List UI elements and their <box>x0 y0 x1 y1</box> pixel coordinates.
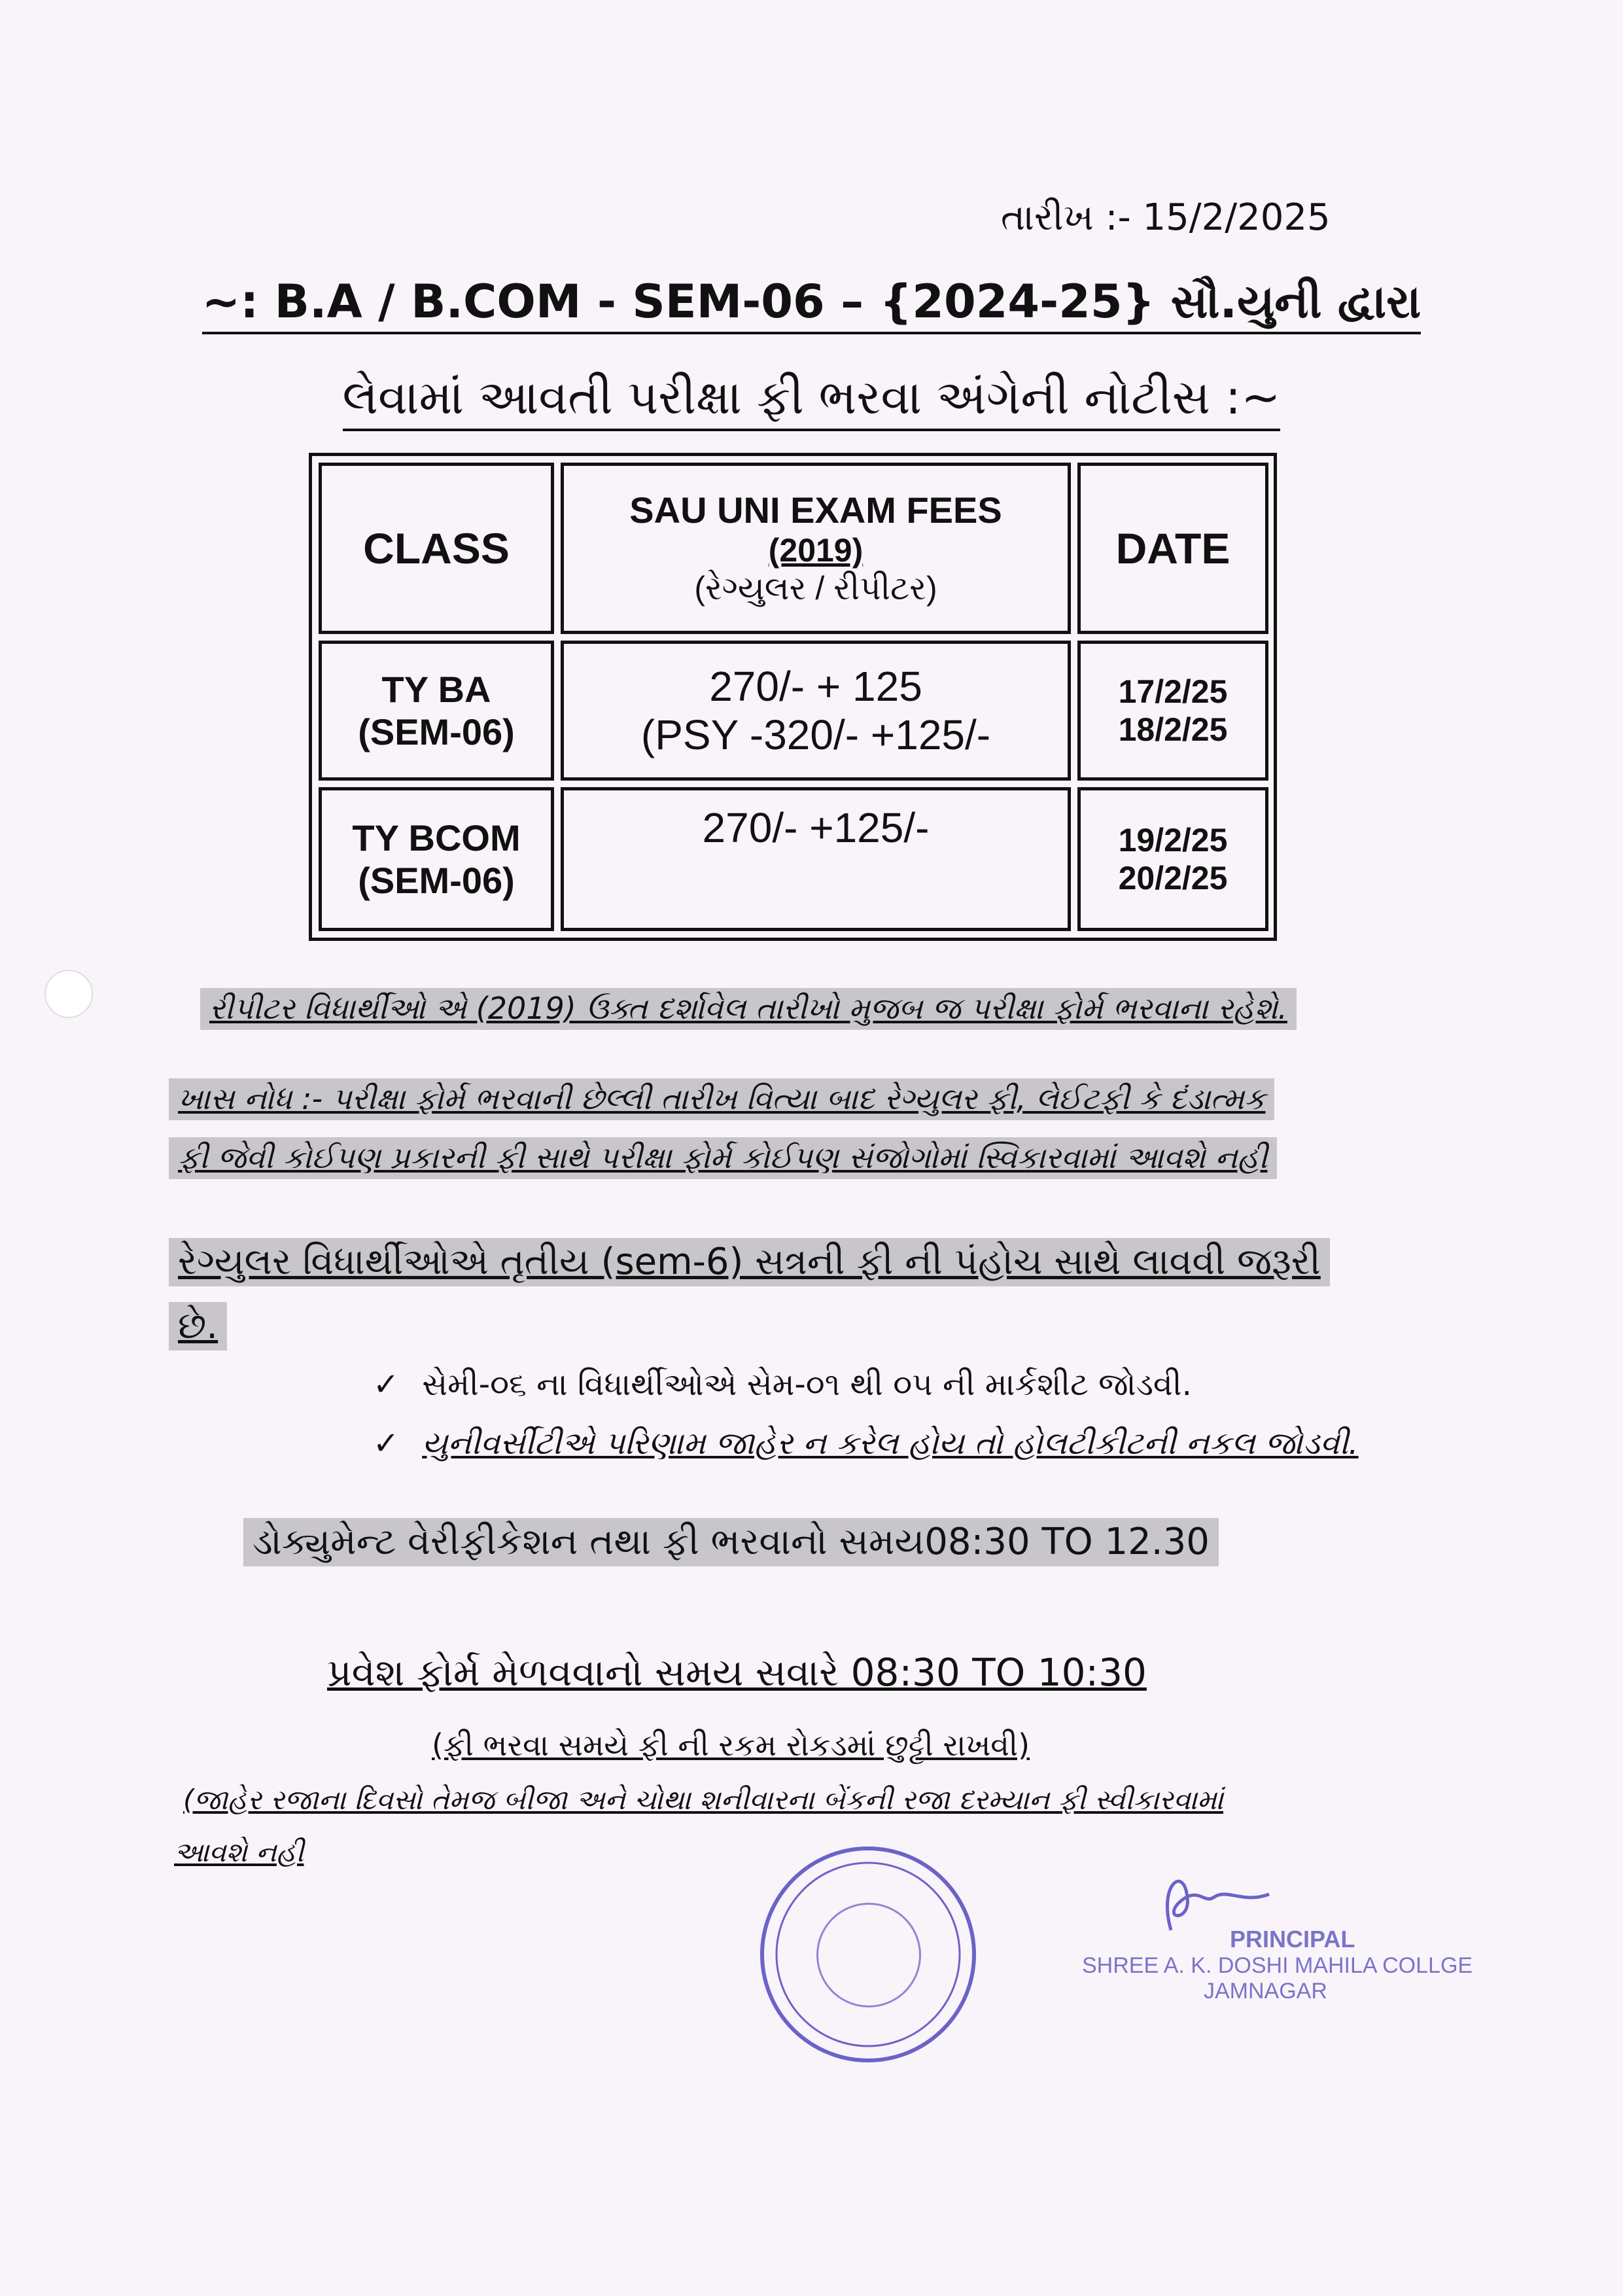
check-icon: ✓ <box>373 1366 400 1403</box>
row2-class <box>319 787 554 931</box>
header-class <box>319 463 554 634</box>
header-fees-line1: SAU UNI EXAM FEES <box>629 489 1002 531</box>
special-note-line2 <box>169 1137 1277 1179</box>
principal-title: PRINCIPAL <box>1230 1926 1355 1952</box>
row1-class-line2: (SEM-06) <box>358 711 515 752</box>
punch-hole <box>44 970 93 1018</box>
cash-note-text: (ફી ભરવા સમયે ફી ની રકમ રોકડમાં છુટ્ટી રાખવી) <box>432 1727 1030 1763</box>
row2-class-line2: (SEM-06) <box>358 860 515 901</box>
regular-note-line2-text: છે. <box>169 1302 227 1351</box>
row1-fee <box>561 641 1071 781</box>
check-icon: ✓ <box>373 1425 400 1462</box>
header-date-text: DATE <box>1115 524 1230 573</box>
admission-time <box>327 1650 1147 1695</box>
regular-note-line1-text: રેગ્યુલર વિધાર્થીઓએ તૃતીય (sem-6) સત્રની ફી ની પંહોચ સાથે લાવવી જરૂરી <box>169 1238 1330 1286</box>
holiday-note-line1: (જાહેર રજાના દિવસો તેમજ બીજા અને ચોથા શનીવારના બેંકની રજા દરમ્યાન ફી સ્વીકારવામાં <box>183 1784 1224 1816</box>
special-note-line1 <box>169 1078 1274 1120</box>
notice-date: તારીખ :- 15/2/2025 <box>1001 196 1331 239</box>
college-seal-stamp <box>760 1846 976 2062</box>
row2-class-line1: TY BCOM <box>352 817 521 858</box>
notice-title-line1 <box>0 275 1623 334</box>
row1-date-line2: 18/2/25 <box>1118 711 1228 748</box>
repeater-note-text: રીપીટર વિધાર્થીઓ એ (2019) ઉક્ત દર્શાવેલ તારીખો મુજબ જ પરીક્ષા ફોર્મ ભરવાના રહેશે. <box>200 988 1297 1030</box>
row1-class <box>319 641 554 781</box>
fee-table <box>309 453 1277 941</box>
row1-date-line1: 17/2/25 <box>1118 673 1228 710</box>
seal-inner-circle <box>816 1903 921 2007</box>
header-date <box>1077 463 1268 634</box>
notice-title-line2-text: લેવામાં આવતી પરીક્ષા ફી ભરવા અંગેની નોટીસ :~ <box>343 370 1281 431</box>
row2-date <box>1077 787 1268 931</box>
header-fees-line2: (2019) <box>768 532 864 569</box>
verification-time <box>243 1518 1219 1566</box>
checklist-item <box>373 1366 1192 1404</box>
admission-time-text: પ્રવેશ ફોર્મ મેળવવાનો સમય સવારે 08:30 TO 10:30 <box>327 1650 1147 1695</box>
row1-fee-line2: (PSY -320/- +125/- <box>640 711 991 758</box>
cash-note <box>432 1727 1030 1764</box>
signature-scribble <box>1073 1858 1295 1937</box>
college-city: JAMNAGAR <box>1204 1979 1327 2004</box>
checklist-item-text: યુનીવર્સીટીએ પરિણામ જાહેર ન કરેલ હોય તો હોલટીકીટની નકલ જોડવી. <box>422 1425 1359 1462</box>
regular-note-line2 <box>169 1302 227 1351</box>
header-fees-line3: (રેગ્યુલર / રીપીટર) <box>694 570 937 607</box>
row2-fee <box>561 787 1071 931</box>
holiday-note-line2: આવશે નહી <box>174 1836 304 1868</box>
row1-class-line1: TY BA <box>381 669 491 710</box>
row1-date <box>1077 641 1268 781</box>
checklist-item <box>373 1425 1359 1462</box>
notice-title-line2 <box>0 370 1623 431</box>
special-note-line2-text: ફી જેવી કોઈપણ પ્રકારની ફી સાથે પરીક્ષા ફોર્મ કોઈપણ સંજોગોમાં સ્વિકારવામાં આવશે નહી <box>169 1137 1277 1179</box>
special-note-line1-text: ખાસ નોધ :- પરીક્ષા ફોર્મ ભરવાની છેલ્લી તારીખ વિત્યા બાદ રેગ્યુલર ફી, લેઈટફી કે દંડાત્મક <box>169 1078 1274 1120</box>
notice-title-line1-text: ~: B.A / B.COM - SEM-06 – {2024-25} સૌ.યુની દ્વારા <box>202 275 1422 334</box>
row2-fee-line1: 270/- +125/- <box>702 804 930 851</box>
row2-date-line2: 20/2/25 <box>1118 860 1228 896</box>
header-class-text: CLASS <box>363 524 510 573</box>
college-name: SHREE A. K. DOSHI MAHILA COLLGE <box>1082 1953 1473 1978</box>
row2-date-line1: 19/2/25 <box>1118 822 1228 858</box>
verification-time-text: ડોક્યુમેન્ટ વેરીફીકેશન તથા ફી ભરવાનો સમય08:30 TO 12.30 <box>243 1518 1219 1566</box>
row1-fee-line1: 270/- + 125 <box>709 663 922 710</box>
checklist-item-text: સેમી-૦૬ ના વિધાર્થીઓએ સેમ-૦૧ થી ૦૫ ની માર્કશીટ જોડવી. <box>422 1366 1192 1403</box>
regular-note-line1 <box>169 1238 1330 1286</box>
repeater-note <box>200 988 1297 1030</box>
principal-signature-block <box>1073 1858 1473 2004</box>
header-fees <box>561 463 1071 634</box>
